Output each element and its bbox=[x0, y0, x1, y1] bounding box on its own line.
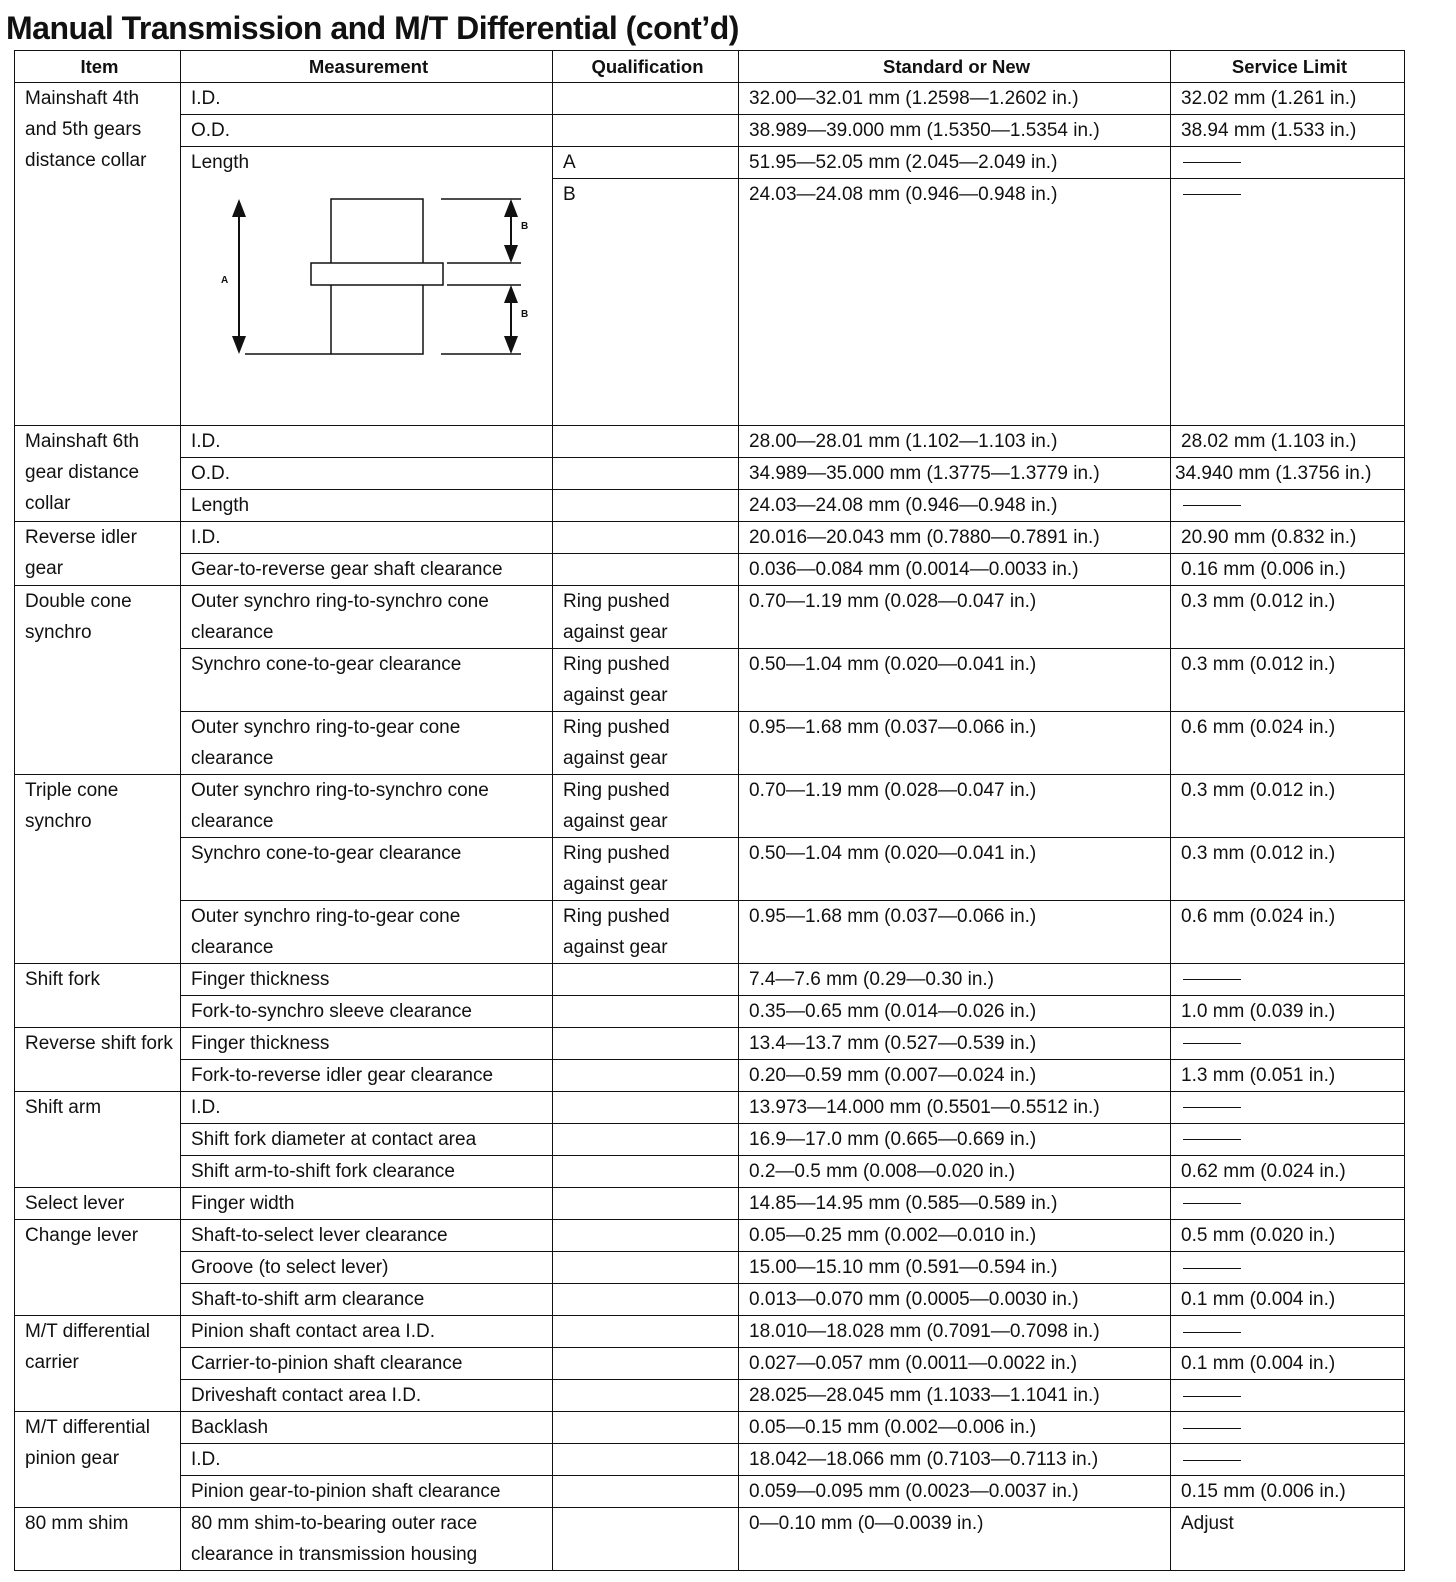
dash-icon bbox=[1183, 1332, 1241, 1333]
limit-cell: 20.90 mm (0.832 in.) bbox=[1171, 522, 1405, 554]
limit-cell: 1.0 mm (0.039 in.) bbox=[1171, 996, 1405, 1028]
qualification-cell bbox=[553, 1092, 739, 1124]
limit-cell bbox=[1171, 1124, 1405, 1156]
table-row bbox=[15, 490, 1405, 522]
qualification-cell bbox=[553, 964, 739, 996]
qualification-cell: Ring pushed against gear bbox=[553, 712, 739, 775]
measurement-cell: Shaft-to-select lever clearance bbox=[181, 1220, 553, 1252]
measurement-cell: 80 mm shim-to-bearing outer race clearance in transmission housing bbox=[181, 1508, 553, 1571]
standard-cell: 0.50—1.04 mm (0.020—0.041 in.) bbox=[739, 838, 1171, 901]
limit-cell bbox=[1171, 1028, 1405, 1060]
measurement-cell: Shift fork diameter at contact area bbox=[181, 1124, 553, 1156]
standard-cell: 18.010—18.028 mm (0.7091—0.7098 in.) bbox=[739, 1316, 1171, 1348]
table-row bbox=[15, 1252, 1405, 1284]
qualification-cell: Ring pushed against gear bbox=[553, 586, 739, 649]
dash-icon bbox=[1183, 505, 1241, 506]
table-row bbox=[15, 115, 1405, 147]
table-row bbox=[15, 1156, 1405, 1188]
dash-icon bbox=[1183, 1460, 1241, 1461]
dash-icon bbox=[1183, 162, 1241, 163]
qualification-cell bbox=[553, 1412, 739, 1444]
diagram-label-b-top: B bbox=[521, 221, 529, 232]
limit-cell: Adjust bbox=[1171, 1508, 1405, 1571]
limit-cell bbox=[1171, 490, 1405, 522]
table-row bbox=[15, 1316, 1405, 1348]
standard-cell: 18.042—18.066 mm (0.7103—0.7113 in.) bbox=[739, 1444, 1171, 1476]
measurement-cell: Groove (to select lever) bbox=[181, 1252, 553, 1284]
limit-cell bbox=[1171, 1188, 1405, 1220]
limit-cell bbox=[1171, 179, 1405, 426]
qualification-cell bbox=[553, 115, 739, 147]
limit-cell bbox=[1171, 1412, 1405, 1444]
standard-cell: 0.2—0.5 mm (0.008—0.020 in.) bbox=[739, 1156, 1171, 1188]
measurement-cell: I.D. bbox=[181, 426, 553, 458]
qualification-cell bbox=[553, 1252, 739, 1284]
item-cell: Change lever bbox=[15, 1220, 181, 1316]
qualification-cell bbox=[553, 1508, 739, 1571]
item-cell: M/T differential carrier bbox=[15, 1316, 181, 1412]
measurement-cell: Gear-to-reverse gear shaft clearance bbox=[181, 554, 553, 586]
table-row bbox=[15, 1380, 1405, 1412]
measurement-cell: Pinion gear-to-pinion shaft clearance bbox=[181, 1476, 553, 1508]
standard-cell: 7.4—7.6 mm (0.29—0.30 in.) bbox=[739, 964, 1171, 996]
dash-icon bbox=[1183, 194, 1241, 195]
dash-icon bbox=[1183, 979, 1241, 980]
table-row bbox=[15, 586, 1405, 649]
limit-cell: 0.15 mm (0.006 in.) bbox=[1171, 1476, 1405, 1508]
dash-icon bbox=[1183, 1107, 1241, 1108]
table-row bbox=[15, 1028, 1405, 1060]
standard-cell: 0.50—1.04 mm (0.020—0.041 in.) bbox=[739, 649, 1171, 712]
table-row bbox=[15, 1188, 1405, 1220]
table-row bbox=[15, 964, 1405, 996]
header-qualification: Qualification bbox=[553, 51, 739, 83]
header-measurement: Measurement bbox=[181, 51, 553, 83]
qualification-cell: B bbox=[553, 179, 739, 426]
qualification-cell bbox=[553, 1476, 739, 1508]
standard-cell: 13.973—14.000 mm (0.5501—0.5512 in.) bbox=[739, 1092, 1171, 1124]
standard-cell: 0.05—0.25 mm (0.002—0.010 in.) bbox=[739, 1220, 1171, 1252]
limit-cell: 0.6 mm (0.024 in.) bbox=[1171, 901, 1405, 964]
qualification-cell bbox=[553, 83, 739, 115]
measurement-cell: I.D. bbox=[181, 1444, 553, 1476]
limit-cell: 0.3 mm (0.012 in.) bbox=[1171, 775, 1405, 838]
limit-cell bbox=[1171, 1380, 1405, 1412]
table-row bbox=[15, 1444, 1405, 1476]
diagram-label-b-bottom: B bbox=[521, 309, 529, 320]
qualification-cell bbox=[553, 490, 739, 522]
item-cell: Reverse shift fork bbox=[15, 1028, 181, 1092]
diagram-label-a: A bbox=[221, 275, 229, 286]
standard-cell: 0.95—1.68 mm (0.037—0.066 in.) bbox=[739, 712, 1171, 775]
standard-cell: 14.85—14.95 mm (0.585—0.589 in.) bbox=[739, 1188, 1171, 1220]
standard-cell: 0—0.10 mm (0—0.0039 in.) bbox=[739, 1508, 1171, 1571]
standard-cell: 13.4—13.7 mm (0.527—0.539 in.) bbox=[739, 1028, 1171, 1060]
qualification-cell: A bbox=[553, 147, 739, 179]
table-row bbox=[15, 838, 1405, 901]
item-cell: Triple cone synchro bbox=[15, 775, 181, 964]
limit-cell bbox=[1171, 1252, 1405, 1284]
dash-icon bbox=[1183, 1396, 1241, 1397]
limit-cell: 0.16 mm (0.006 in.) bbox=[1171, 554, 1405, 586]
limit-cell bbox=[1171, 1316, 1405, 1348]
item-cell: Double cone synchro bbox=[15, 586, 181, 775]
limit-cell: 0.3 mm (0.012 in.) bbox=[1171, 649, 1405, 712]
standard-cell: 15.00—15.10 mm (0.591—0.594 in.) bbox=[739, 1252, 1171, 1284]
qualification-cell bbox=[553, 554, 739, 586]
limit-cell bbox=[1171, 1092, 1405, 1124]
table-row bbox=[15, 1060, 1405, 1092]
limit-cell: 1.3 mm (0.051 in.) bbox=[1171, 1060, 1405, 1092]
standard-cell: 28.00—28.01 mm (1.102—1.103 in.) bbox=[739, 426, 1171, 458]
limit-cell: 34.940 mm (1.3756 in.) bbox=[1171, 458, 1405, 490]
measurement-cell: Shift arm-to-shift fork clearance bbox=[181, 1156, 553, 1188]
dash-icon bbox=[1183, 1139, 1241, 1140]
qualification-cell bbox=[553, 1284, 739, 1316]
table-row bbox=[15, 712, 1405, 775]
header-standard: Standard or New bbox=[739, 51, 1171, 83]
standard-cell: 0.027—0.057 mm (0.0011—0.0022 in.) bbox=[739, 1348, 1171, 1380]
limit-cell: 32.02 mm (1.261 in.) bbox=[1171, 83, 1405, 115]
qualification-cell bbox=[553, 1188, 739, 1220]
measurement-cell-length bbox=[181, 147, 553, 426]
standard-cell: 0.059—0.095 mm (0.0023—0.0037 in.) bbox=[739, 1476, 1171, 1508]
standard-cell: 38.989—39.000 mm (1.5350—1.5354 in.) bbox=[739, 115, 1171, 147]
limit-cell: 38.94 mm (1.533 in.) bbox=[1171, 115, 1405, 147]
measurement-cell: Outer synchro ring-to-gear cone clearance bbox=[181, 901, 553, 964]
item-cell: Mainshaft 6th gear distance collar bbox=[15, 426, 181, 522]
limit-cell: 0.6 mm (0.024 in.) bbox=[1171, 712, 1405, 775]
limit-cell: 0.1 mm (0.004 in.) bbox=[1171, 1348, 1405, 1380]
table-row bbox=[15, 1284, 1405, 1316]
standard-cell: 0.036—0.084 mm (0.0014—0.0033 in.) bbox=[739, 554, 1171, 586]
measurement-cell: Fork-to-reverse idler gear clearance bbox=[181, 1060, 553, 1092]
qualification-cell: Ring pushed against gear bbox=[553, 838, 739, 901]
qualification-cell bbox=[553, 996, 739, 1028]
standard-cell: 24.03—24.08 mm (0.946—0.948 in.) bbox=[739, 490, 1171, 522]
collar-diagram-icon bbox=[215, 191, 535, 361]
dash-icon bbox=[1183, 1268, 1241, 1269]
qualification-cell: Ring pushed against gear bbox=[553, 649, 739, 712]
standard-cell: 34.989—35.000 mm (1.3775—1.3779 in.) bbox=[739, 458, 1171, 490]
standard-cell: 0.013—0.070 mm (0.0005—0.0030 in.) bbox=[739, 1284, 1171, 1316]
item-cell: M/T differential pinion gear bbox=[15, 1412, 181, 1508]
standard-cell: 32.00—32.01 mm (1.2598—1.2602 in.) bbox=[739, 83, 1171, 115]
measurement-cell: Length bbox=[181, 490, 553, 522]
table-row bbox=[15, 1412, 1405, 1444]
measurement-cell: I.D. bbox=[181, 83, 553, 115]
dash-icon bbox=[1183, 1203, 1241, 1204]
header-item: Item bbox=[15, 51, 181, 83]
qualification-cell bbox=[553, 1124, 739, 1156]
table-row bbox=[15, 996, 1405, 1028]
qualification-cell bbox=[553, 1316, 739, 1348]
standard-cell: 0.95—1.68 mm (0.037—0.066 in.) bbox=[739, 901, 1171, 964]
limit-cell: 0.1 mm (0.004 in.) bbox=[1171, 1284, 1405, 1316]
table-row bbox=[15, 649, 1405, 712]
standard-cell: 16.9—17.0 mm (0.665—0.669 in.) bbox=[739, 1124, 1171, 1156]
measurement-cell: O.D. bbox=[181, 458, 553, 490]
limit-cell bbox=[1171, 1444, 1405, 1476]
table-row bbox=[15, 426, 1405, 458]
measurement-cell: Synchro cone-to-gear clearance bbox=[181, 649, 553, 712]
table-row bbox=[15, 1124, 1405, 1156]
item-cell: Select lever bbox=[15, 1188, 181, 1220]
item-cell: 80 mm shim bbox=[15, 1508, 181, 1571]
limit-cell: 0.3 mm (0.012 in.) bbox=[1171, 838, 1405, 901]
limit-cell: 0.3 mm (0.012 in.) bbox=[1171, 586, 1405, 649]
qualification-cell bbox=[553, 458, 739, 490]
table-row bbox=[15, 147, 1405, 179]
measurement-cell: Finger width bbox=[181, 1188, 553, 1220]
dash-icon bbox=[1183, 1043, 1241, 1044]
table-row bbox=[15, 83, 1405, 115]
qualification-cell bbox=[553, 1348, 739, 1380]
qualification-cell bbox=[553, 1380, 739, 1412]
standard-cell: 0.35—0.65 mm (0.014—0.026 in.) bbox=[739, 996, 1171, 1028]
qualification-cell bbox=[553, 1156, 739, 1188]
header-service-limit: Service Limit bbox=[1171, 51, 1405, 83]
standard-cell: 24.03—24.08 mm (0.946—0.948 in.) bbox=[739, 179, 1171, 426]
table-row bbox=[15, 1220, 1405, 1252]
spec-table bbox=[14, 50, 1405, 1571]
item-cell: Mainshaft 4th and 5th gears distance collar bbox=[15, 83, 181, 426]
limit-cell bbox=[1171, 147, 1405, 179]
measurement-cell: Shaft-to-shift arm clearance bbox=[181, 1284, 553, 1316]
measurement-cell: I.D. bbox=[181, 1092, 553, 1124]
measurement-label: Length bbox=[191, 152, 250, 173]
table-row bbox=[15, 775, 1405, 838]
measurement-cell: Synchro cone-to-gear clearance bbox=[181, 838, 553, 901]
measurement-cell: I.D. bbox=[181, 522, 553, 554]
item-cell: Reverse idler gear bbox=[15, 522, 181, 586]
limit-cell: 0.5 mm (0.020 in.) bbox=[1171, 1220, 1405, 1252]
standard-cell: 51.95—52.05 mm (2.045—2.049 in.) bbox=[739, 147, 1171, 179]
limit-cell: 0.62 mm (0.024 in.) bbox=[1171, 1156, 1405, 1188]
qualification-cell bbox=[553, 1060, 739, 1092]
limit-cell bbox=[1171, 964, 1405, 996]
qualification-cell bbox=[553, 522, 739, 554]
measurement-cell: Outer synchro ring-to-synchro cone clearance bbox=[181, 775, 553, 838]
table-row bbox=[15, 1476, 1405, 1508]
header-row bbox=[15, 51, 1405, 83]
item-cell: Shift fork bbox=[15, 964, 181, 1028]
standard-cell: 0.20—0.59 mm (0.007—0.024 in.) bbox=[739, 1060, 1171, 1092]
dash-icon bbox=[1183, 1428, 1241, 1429]
measurement-cell: Pinion shaft contact area I.D. bbox=[181, 1316, 553, 1348]
measurement-cell: O.D. bbox=[181, 115, 553, 147]
item-cell: Shift arm bbox=[15, 1092, 181, 1188]
measurement-cell: Finger thickness bbox=[181, 1028, 553, 1060]
length-diagram bbox=[191, 147, 546, 387]
table-row bbox=[15, 522, 1405, 554]
table-row bbox=[15, 1508, 1405, 1571]
table-row bbox=[15, 458, 1405, 490]
table-row bbox=[15, 1092, 1405, 1124]
qualification-cell: Ring pushed against gear bbox=[553, 775, 739, 838]
qualification-cell bbox=[553, 1444, 739, 1476]
measurement-cell: Backlash bbox=[181, 1412, 553, 1444]
measurement-cell: Fork-to-synchro sleeve clearance bbox=[181, 996, 553, 1028]
qualification-cell bbox=[553, 1220, 739, 1252]
measurement-cell: Carrier-to-pinion shaft clearance bbox=[181, 1348, 553, 1380]
qualification-cell: Ring pushed against gear bbox=[553, 901, 739, 964]
table-row bbox=[15, 554, 1405, 586]
standard-cell: 0.05—0.15 mm (0.002—0.006 in.) bbox=[739, 1412, 1171, 1444]
qualification-cell bbox=[553, 1028, 739, 1060]
measurement-cell: Outer synchro ring-to-synchro cone clearance bbox=[181, 586, 553, 649]
measurement-cell: Driveshaft contact area I.D. bbox=[181, 1380, 553, 1412]
qualification-cell bbox=[553, 426, 739, 458]
measurement-cell: Outer synchro ring-to-gear cone clearance bbox=[181, 712, 553, 775]
page-title: Manual Transmission and M/T Differential (cont’d) bbox=[6, 10, 739, 46]
limit-cell: 28.02 mm (1.103 in.) bbox=[1171, 426, 1405, 458]
table-row bbox=[15, 1348, 1405, 1380]
measurement-cell: Finger thickness bbox=[181, 964, 553, 996]
standard-cell: 20.016—20.043 mm (0.7880—0.7891 in.) bbox=[739, 522, 1171, 554]
table-row bbox=[15, 901, 1405, 964]
standard-cell: 28.025—28.045 mm (1.1033—1.1041 in.) bbox=[739, 1380, 1171, 1412]
standard-cell: 0.70—1.19 mm (0.028—0.047 in.) bbox=[739, 586, 1171, 649]
standard-cell: 0.70—1.19 mm (0.028—0.047 in.) bbox=[739, 775, 1171, 838]
